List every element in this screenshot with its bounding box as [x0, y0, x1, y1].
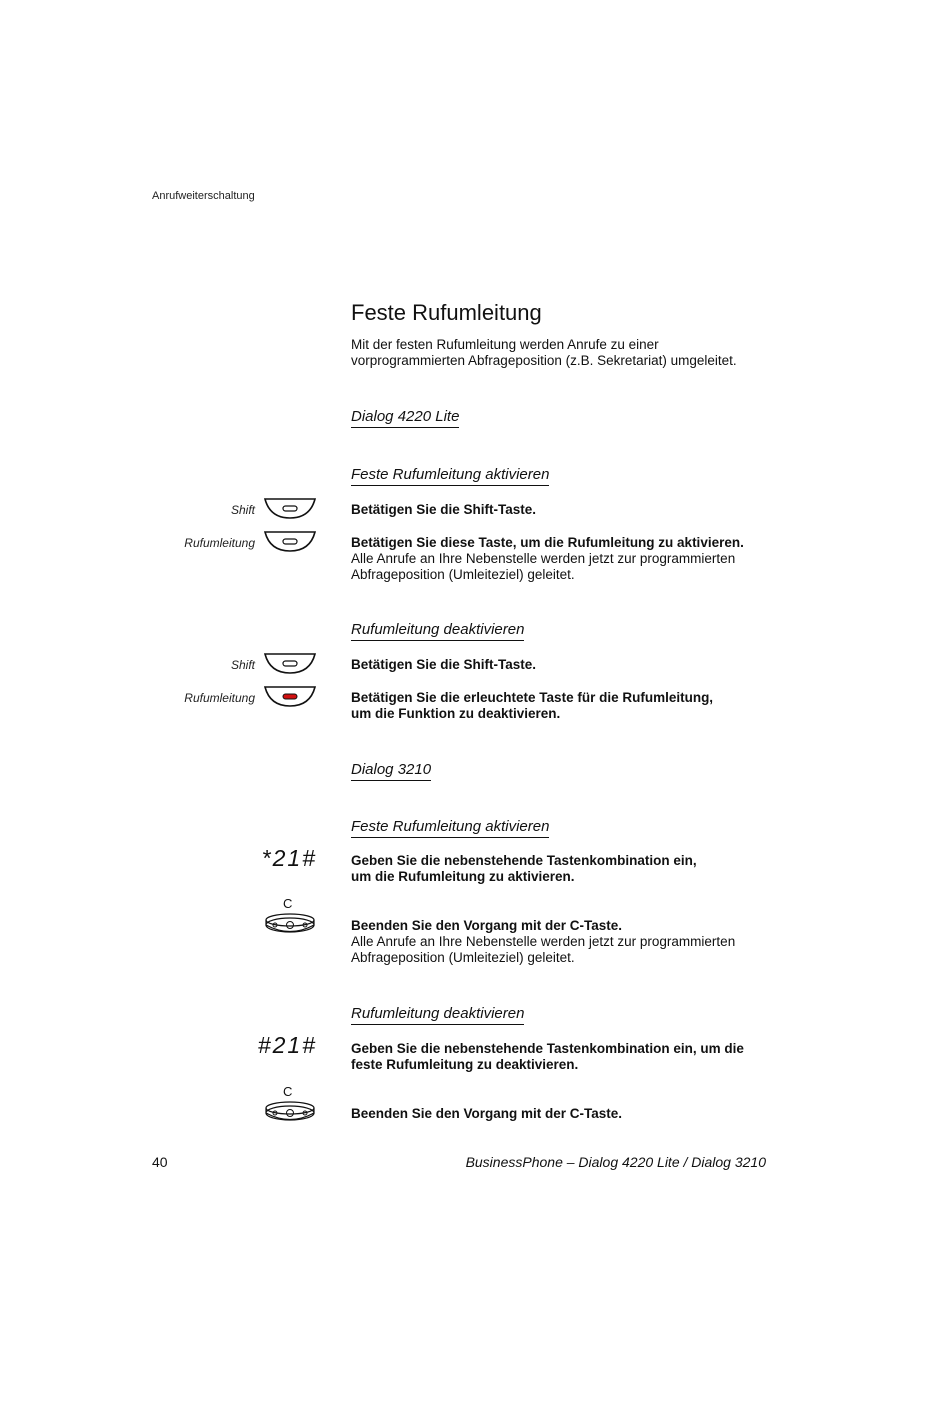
intro-line-1: Mit der festen Rufumleitung werden Anrufe zu einer: [351, 337, 659, 352]
activate-4220-note-2: Abfrageposition (Umleiteziel) geleitet.: [351, 567, 575, 582]
activate-4220-step-2: Betätigen Sie diese Taste, um die Rufumleitung zu aktivieren.: [351, 535, 744, 550]
deactivate-3210-code-line-2: feste Rufumleitung zu deaktivieren.: [351, 1057, 579, 1072]
activate-4220-note-1: Alle Anrufe an Ihre Nebenstelle werden jetzt zur programmierten: [351, 551, 736, 566]
subsection-heading-activate-3210: Feste Rufumleitung aktivieren: [351, 818, 549, 838]
shift-key-label: Shift: [230, 658, 255, 672]
shift-key-icon: [264, 498, 316, 520]
function-key-lit-icon: [264, 686, 316, 708]
footer-product: BusinessPhone – Dialog 4220 Lite / Dialog 3210: [465, 1154, 766, 1170]
rufumleitung-key-label: Rufumleitung: [184, 691, 255, 705]
activate-4220-step-1: Betätigen Sie die Shift-Taste.: [351, 502, 537, 517]
intro-line-2: vorprogrammierten Abfrageposition (z.B. Sekretariat) umgeleitet.: [351, 353, 737, 368]
running-head: Anrufweiterschaltung: [152, 190, 255, 202]
activate-3210-code-line-1: Geben Sie die nebenstehende Tastenkombination ein,: [351, 853, 697, 868]
activate-3210-note-2: Abfrageposition (Umleiteziel) geleitet.: [351, 950, 575, 965]
deactivate-3210-c-step: Beenden Sie den Vorgang mit der C-Taste.: [351, 1106, 623, 1121]
page-title: Feste Rufumleitung: [351, 300, 542, 325]
key-code-deactivate: #21#: [257, 1032, 317, 1058]
deactivate-4220-step-1: Betätigen Sie die Shift-Taste.: [351, 657, 537, 672]
subsection-heading-deactivate-4220: Rufumleitung deaktivieren: [351, 621, 524, 641]
subsection-heading-deactivate-3210: Rufumleitung deaktivieren: [351, 1005, 524, 1025]
c-key-icon: [263, 1100, 317, 1124]
deactivate-4220-step-2-line-2: um die Funktion zu deaktivieren.: [351, 706, 561, 721]
c-key-icon: [263, 912, 317, 936]
section-heading-dialog-4220: Dialog 4220 Lite: [351, 408, 459, 428]
rufumleitung-key-label: Rufumleitung: [184, 536, 255, 550]
activate-3210-note-1: Alle Anrufe an Ihre Nebenstelle werden jetzt zur programmierten: [351, 934, 736, 949]
page-number: 40: [152, 1154, 168, 1170]
key-code-activate: *21#: [261, 845, 317, 871]
shift-key-label: Shift: [230, 503, 255, 517]
shift-key-icon: [264, 653, 316, 675]
subsection-heading-activate-4220: Feste Rufumleitung aktivieren: [351, 466, 549, 486]
deactivate-4220-step-2-line-1: Betätigen Sie die erleuchtete Taste für die Rufumleitung,: [351, 690, 714, 705]
activate-3210-c-step: Beenden Sie den Vorgang mit der C-Taste.: [351, 918, 623, 933]
c-key-label: C: [283, 1084, 293, 1099]
c-key-label: C: [283, 896, 293, 911]
deactivate-3210-code-line-1: Geben Sie die nebenstehende Tastenkombination ein, um die: [351, 1041, 744, 1056]
function-key-icon: [264, 531, 316, 553]
section-heading-dialog-3210: Dialog 3210: [351, 761, 431, 781]
activate-3210-code-line-2: um die Rufumleitung zu aktivieren.: [351, 869, 575, 884]
